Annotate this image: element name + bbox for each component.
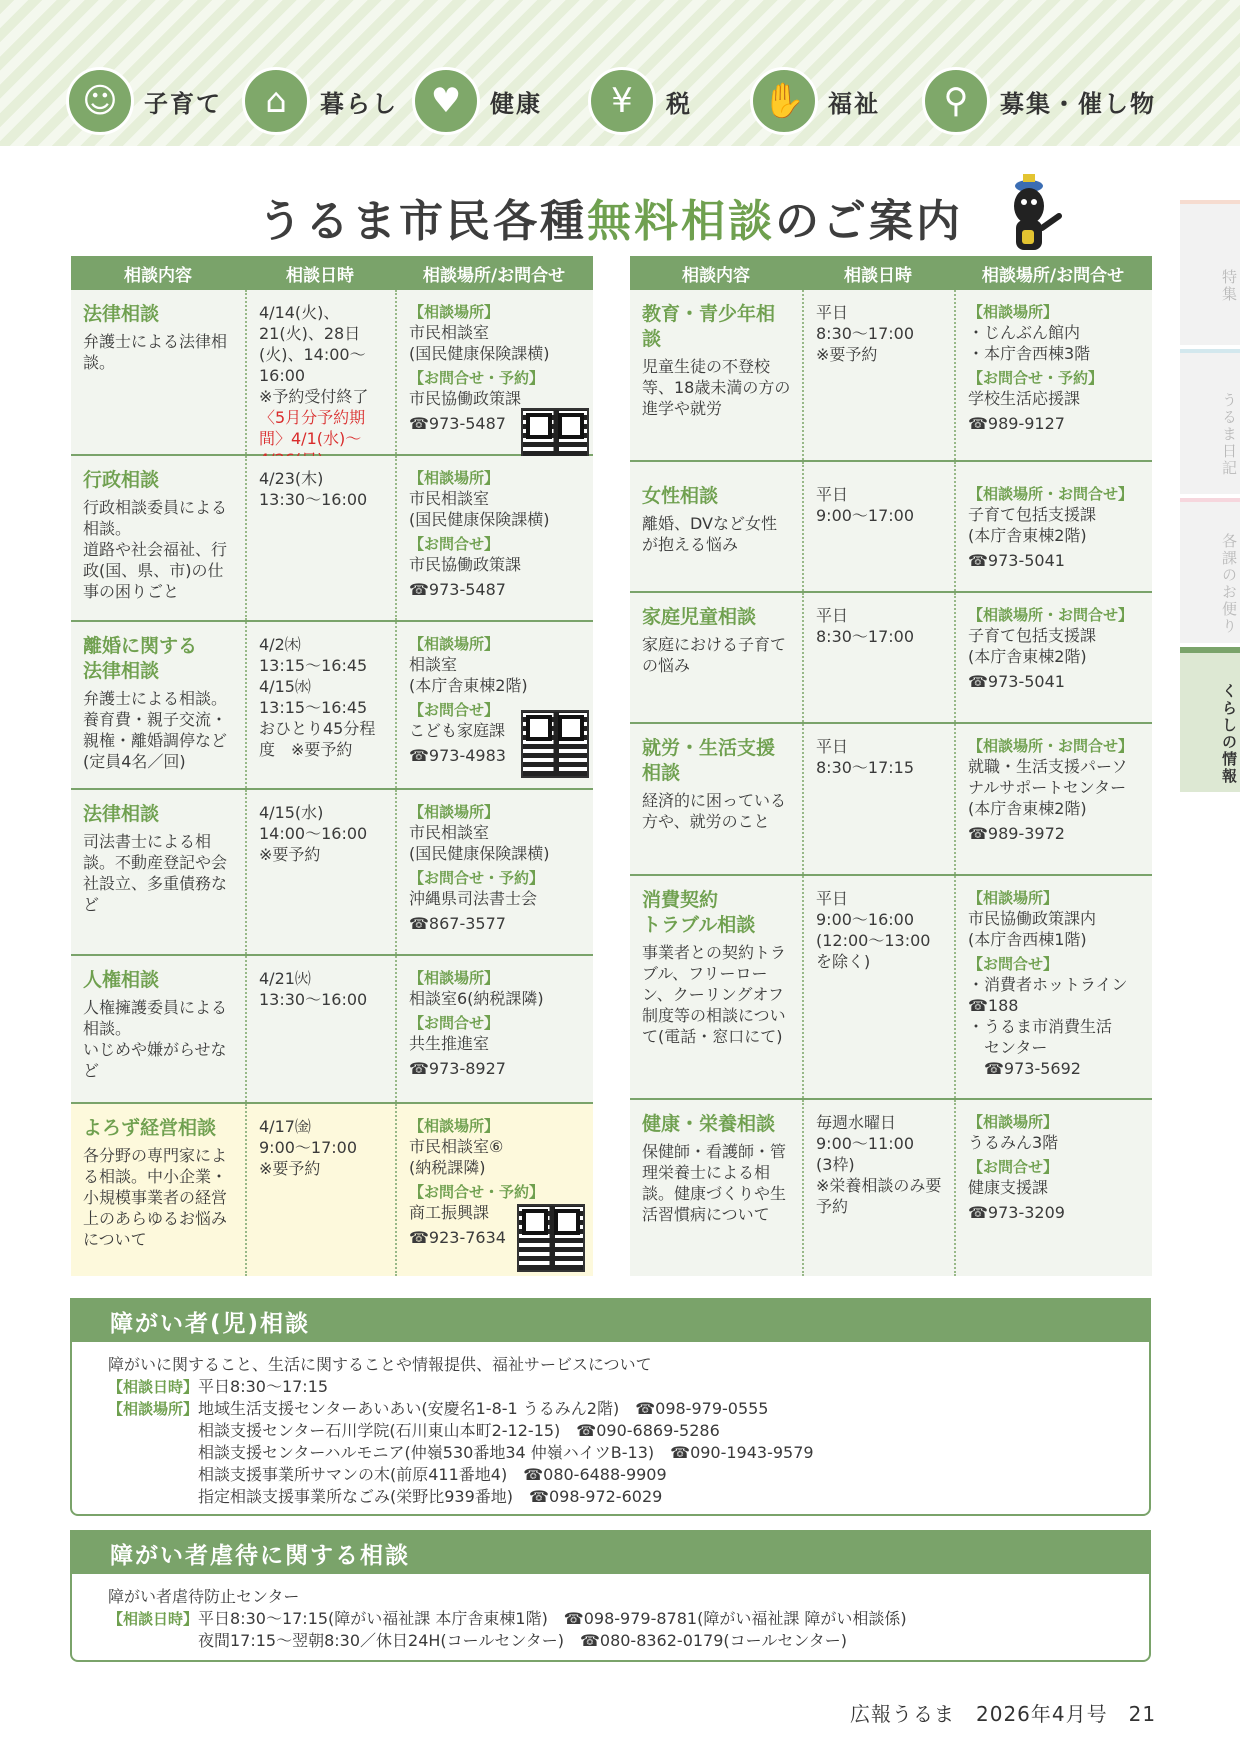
place-text: 子育て包括支援課 (本庁舎東棟2階) [968,505,1097,545]
datetime-cell [245,1104,395,1276]
place-cell [395,622,593,788]
box-title: 障がい者(児)相談 [72,1300,1149,1342]
nav-item-tax[interactable] [588,66,692,136]
consultation-table-right [630,256,1152,1276]
box-intro: 障がい者虐待防止センター [108,1587,300,1606]
datetime-cell [245,290,395,454]
place-text: 子育て包括支援課 (本庁舎東棟2階) [968,626,1097,666]
disability-consultation-box [70,1298,1151,1516]
contact-tag: 【お問合せ・予約】 [409,1183,545,1201]
content-cell [71,622,245,788]
place-text: 市民相談室 (国民健康保険課横) [409,323,550,363]
place-tag: 【相談場所】 [968,889,1059,907]
header-content: 相談内容 [682,265,750,286]
place-text: ・じんぶん館内 ・本庁舎西棟3階 [968,323,1091,363]
page-footer: 広報うるま 2026年4月号 21 [850,1702,1157,1726]
consultation-desc: 児童生徒の不登校等、18歳未満の方の進学や就労 [642,357,791,418]
date-line: 夜間17:15～翌朝8:30／休日24H(コールセンター) ☎080-8362-0179(コールセンター) [198,1631,847,1650]
content-cell [71,1104,245,1276]
smile-face-icon: ☺ [66,67,134,135]
place-tag: 【相談場所】 [409,635,500,653]
consultation-desc: 弁護士による相談。養育費・親子交流・親権・離婚調停など(定員4名／回) [83,689,228,771]
datetime-text: 4/14(火)、21(火)、28日(火)、14:00～16:00 [259,303,366,385]
place-line: 相談支援センター石川学院(石川東山本町2-12-15) ☎090-6869-5286 [198,1421,720,1440]
datetime-text: 平日 9:00～16:00 (12:00～13:00を除く) [816,889,931,971]
consultation-desc: 各分野の専門家による相談。中小企業・小規模事業者の経営上のあらゆるお悩みについて [83,1146,228,1249]
datetime-cell [802,593,954,722]
house-icon: ⌂ [242,67,310,135]
side-tab-department-news[interactable] [1180,498,1240,643]
consultation-desc: 経済的に困っている方や、就労のこと [642,791,787,831]
content-cell [630,724,802,874]
calculator-icon: ¥ [588,67,656,135]
datetime-text: 平日 9:00～17:00 [816,485,915,525]
table-row [630,462,1152,593]
header-datetime: 相談日時 [286,265,354,286]
category-nav-bar [0,0,1240,146]
header-place: 相談場所/お問合せ [422,265,566,286]
table-row [71,456,593,622]
content-cell [71,956,245,1102]
phone-number: ☎867-3577 [409,914,506,933]
phone-number: ☎973-3209 [968,1203,1065,1222]
place-line: 相談支援事業所サマンの木(前原411番地4) ☎080-6488-9909 [198,1465,667,1484]
title-accent: 無料相談 [587,196,775,247]
consultation-table-left [71,256,593,1276]
contact-tag: 【お問合せ】 [968,955,1059,973]
title-text: うるま市民各種 [258,196,587,247]
datetime-note: ※予約受付終了 [259,387,369,406]
datetime-cell [245,790,395,954]
person-search-icon: ⚲ [922,67,990,135]
place-text: 相談室 (本庁舎東棟2階) [409,655,528,695]
contact-tag: 【お問合せ・予約】 [409,869,545,887]
datetime-cell [245,956,395,1102]
place-text: 市民協働政策課内 (本庁舎西棟1階) [968,909,1097,949]
phone-number: ☎973-5487 [409,580,506,599]
place-line: 相談支援センターハルモニア(仲嶺530番地34 仲嶺ハイツB-13) ☎090-1943-9579 [198,1443,814,1462]
header-content: 相談内容 [124,265,192,286]
phone-number: ☎973-5487 [409,414,506,433]
mascot-illustration [1003,172,1063,256]
place-tag: 【相談場所】 [409,1117,500,1135]
place-tag: 【相談場所】 [409,803,500,821]
place-cell [954,290,1152,460]
place-tag: 【相談場所・お問合せ】 [968,737,1134,755]
consultation-desc: 離婚、DVなど女性が抱える悩み [642,514,777,554]
place-cell [395,790,593,954]
contact-text: 市民協働政策課 [409,389,522,408]
box-intro: 障がいに関すること、生活に関することや情報提供、福祉サービスについて [108,1355,652,1374]
contact-text: 沖縄県司法書士会 [409,889,538,908]
nav-label: 募集・催し物 [1000,89,1156,118]
title-text: のご案内 [775,196,963,247]
side-tab-living-info[interactable] [1180,647,1240,792]
handshake-icon: ✋ [750,67,818,135]
contact-text: ・消費者ホットライン ☎188 ・うるま市消費生活 センター ☎973-5692 [968,975,1128,1078]
place-cell [395,956,593,1102]
side-tab-label: 各課のお便り [1220,532,1238,635]
table-header [630,256,1152,290]
datetime-text: 4/15(水) 14:00～16:00 ※要予約 [259,803,368,864]
place-tag: 【相談場所・お問合せ】 [968,485,1134,503]
reservation-period: 〈5月分予約期間〉4/1(水)～ [259,408,366,448]
consultation-desc: 家庭における子育ての悩み [642,635,787,675]
header-datetime: 相談日時 [844,265,912,286]
place-text: 相談室6(納税課隣) [409,989,544,1008]
place-tag: 【相談場所】 [409,303,500,321]
place-line: 指定相談支援事業所なごみ(栄野比939番地) ☎098-972-6029 [198,1487,663,1506]
datetime-cell [802,1100,954,1276]
nav-item-events[interactable] [922,66,1156,136]
place-tag: 【相談場所】 [968,1113,1059,1131]
place-cell [954,462,1152,591]
place-cell [395,290,593,454]
consultation-desc: 事業者との契約トラブル、フリーローン、クーリングオフ制度等の相談について(電話・窓口にて) [642,943,787,1046]
contact-tag: 【お問合せ】 [409,701,500,719]
table-row [630,1100,1152,1276]
consultation-title: 法律相談 [83,803,160,825]
table-row [630,290,1152,462]
contact-text: 健康支援課 [968,1178,1049,1197]
place-cell [954,1100,1152,1276]
nav-label: 福祉 [828,89,880,118]
content-cell [630,462,802,591]
box-body [72,1574,1149,1664]
table-header [71,256,593,290]
place-cell [954,724,1152,874]
contact-text: 学校生活応援課 [968,389,1081,408]
phone-number: ☎973-5041 [968,551,1065,570]
nav-label: 子育て [144,89,222,118]
nav-label: 暮らし [320,89,398,118]
box-title: 障がい者虐待に関する相談 [72,1532,1149,1574]
side-tab-label: うるま日記 [1220,392,1238,477]
place-text: 就職・生活支援パーソナルサポートセンター (本庁舎東棟2階) [968,757,1128,818]
content-cell [71,790,245,954]
content-cell [630,593,802,722]
place-cell [954,876,1152,1098]
datetime-text: 4/23(木) 13:30～16:00 [259,469,368,509]
header-place: 相談場所/お問合せ [981,265,1125,286]
nav-label: 税 [666,89,692,118]
date-line: 平日8:30～17:15(障がい福祉課 本庁舎東棟1階) ☎098-979-8781(障がい福祉課 障がい相談係) [198,1609,907,1628]
consultation-desc: 弁護士による法律相談。 [83,332,228,372]
contact-text: 市民協働政策課 [409,555,522,574]
side-tab-feature[interactable] [1180,200,1240,345]
phone-number: ☎973-5041 [968,672,1065,691]
datetime-cell [245,622,395,788]
qr-code[interactable] [521,710,589,778]
nav-item-welfare[interactable] [750,66,880,136]
table-row [630,876,1152,1100]
page-title [258,185,963,249]
table-row [71,956,593,1104]
place-text: 市民相談室⑥ (納税課隣) [409,1137,504,1177]
place-tag: 【相談場所・お問合せ】 [968,606,1134,624]
content-cell [71,456,245,620]
datetime-text: 平日 8:30～17:00 ※要予約 [816,303,915,364]
contact-tag: 【お問合せ】 [968,1158,1059,1176]
consultation-desc: 人権擁護委員による相談。 いじめや嫌がらせなど [83,998,228,1080]
consultation-title: 教育・青少年相談 [642,303,776,350]
contact-tag: 【お問合せ】 [409,535,500,553]
phone-number: ☎989-3972 [968,824,1065,843]
datetime-cell [245,456,395,620]
qr-code[interactable] [517,1204,585,1272]
contact-text: 共生推進室 [409,1034,490,1053]
consultation-title: 就労・生活支援 相談 [642,737,776,784]
place-tag: 【相談場所】 [108,1400,199,1418]
phone-number: ☎973-4983 [409,746,506,765]
contact-tag: 【お問合せ】 [409,1014,500,1032]
consultation-desc: 行政相談委員による相談。 道路や社会福祉、行政(国、県、市)の仕事の困りごと [83,498,228,601]
consultation-title: 法律相談 [83,303,160,325]
content-cell [630,290,802,460]
place-tag: 【相談場所】 [409,969,500,987]
table-row [71,622,593,790]
datetime-text: 毎週水曜日 9:00～11:00 (3枠) ※栄養相談のみ要予約 [816,1113,942,1216]
place-tag: 【相談場所】 [409,469,500,487]
side-tab-label: 特集 [1220,268,1238,303]
date-tag: 【相談日時】 [108,1378,199,1396]
place-cell [395,456,593,620]
box-body [72,1342,1149,1520]
nav-item-living[interactable] [242,66,398,136]
side-tab-diary[interactable] [1180,349,1240,494]
nav-item-health[interactable] [412,66,542,136]
datetime-text: 4/2㈭ 13:15～16:45 4/15㈬ 13:15～16:45 おひとり45分程度 ※要予約 [259,635,376,759]
datetime-cell [802,290,954,460]
place-cell [954,593,1152,722]
content-cell [71,290,245,454]
consultation-title: 人権相談 [83,969,160,991]
contact-text: こども家庭課 [409,721,506,740]
consultation-title: 消費契約 トラブル相談 [642,889,756,936]
datetime-text: 平日 8:30～17:00 [816,606,915,646]
place-text: うるみん3階 [968,1133,1059,1152]
side-tab-label: くらしの情報 [1220,682,1238,785]
content-cell [630,876,802,1098]
place-text: 市民相談室 (国民健康保険課横) [409,823,550,863]
consultation-title: 家庭児童相談 [642,606,757,628]
place-line: 地域生活支援センターあいあい(安慶名1-8-1 うるみん2階) ☎098-979-0555 [198,1399,769,1418]
datetime-text: 平日 8:30～17:15 [816,737,915,777]
contact-text: 商工振興課 [409,1203,490,1222]
consultation-title: 女性相談 [642,485,719,507]
datetime-cell [802,876,954,1098]
table-row [630,724,1152,876]
date-text: 平日8:30～17:15 [198,1377,329,1396]
nav-item-childcare[interactable] [66,66,222,136]
datetime-cell [802,462,954,591]
content-cell [630,1100,802,1276]
table-row [630,593,1152,724]
abuse-consultation-box [70,1530,1151,1662]
consultation-title: よろず経営相談 [83,1117,217,1139]
consultation-desc: 保健師・看護師・管理栄養士による相談。健康づくりや生活習慣病について [642,1142,787,1224]
place-text: 市民相談室 (国民健康保険課横) [409,489,550,529]
table-row [71,290,593,456]
table-row [71,1104,593,1276]
datetime-text: 4/21㈫ 13:30～16:00 [259,969,368,1009]
place-tag: 【相談場所】 [968,303,1059,321]
contact-tag: 【お問合せ・予約】 [968,369,1104,387]
phone-number: ☎973-8927 [409,1059,506,1078]
contact-tag: 【お問合せ・予約】 [409,369,545,387]
phone-number: ☎923-7634 [409,1228,506,1247]
consultation-desc: 司法書士による相談。不動産登記や会社設立、多重債務など [83,832,228,914]
table-row [71,790,593,956]
consultation-title: 離婚に関する 法律相談 [83,635,198,682]
consultation-title: 行政相談 [83,469,160,491]
consultation-title: 健康・栄養相談 [642,1113,776,1135]
date-tag: 【相談日時】 [108,1610,199,1628]
place-cell [395,1104,593,1276]
datetime-cell [802,724,954,874]
datetime-text: 4/17㈮ 9:00～17:00 ※要予約 [259,1117,358,1178]
phone-number: ☎989-9127 [968,414,1065,433]
heart-icon: ♥ [412,67,480,135]
nav-label: 健康 [490,89,542,118]
